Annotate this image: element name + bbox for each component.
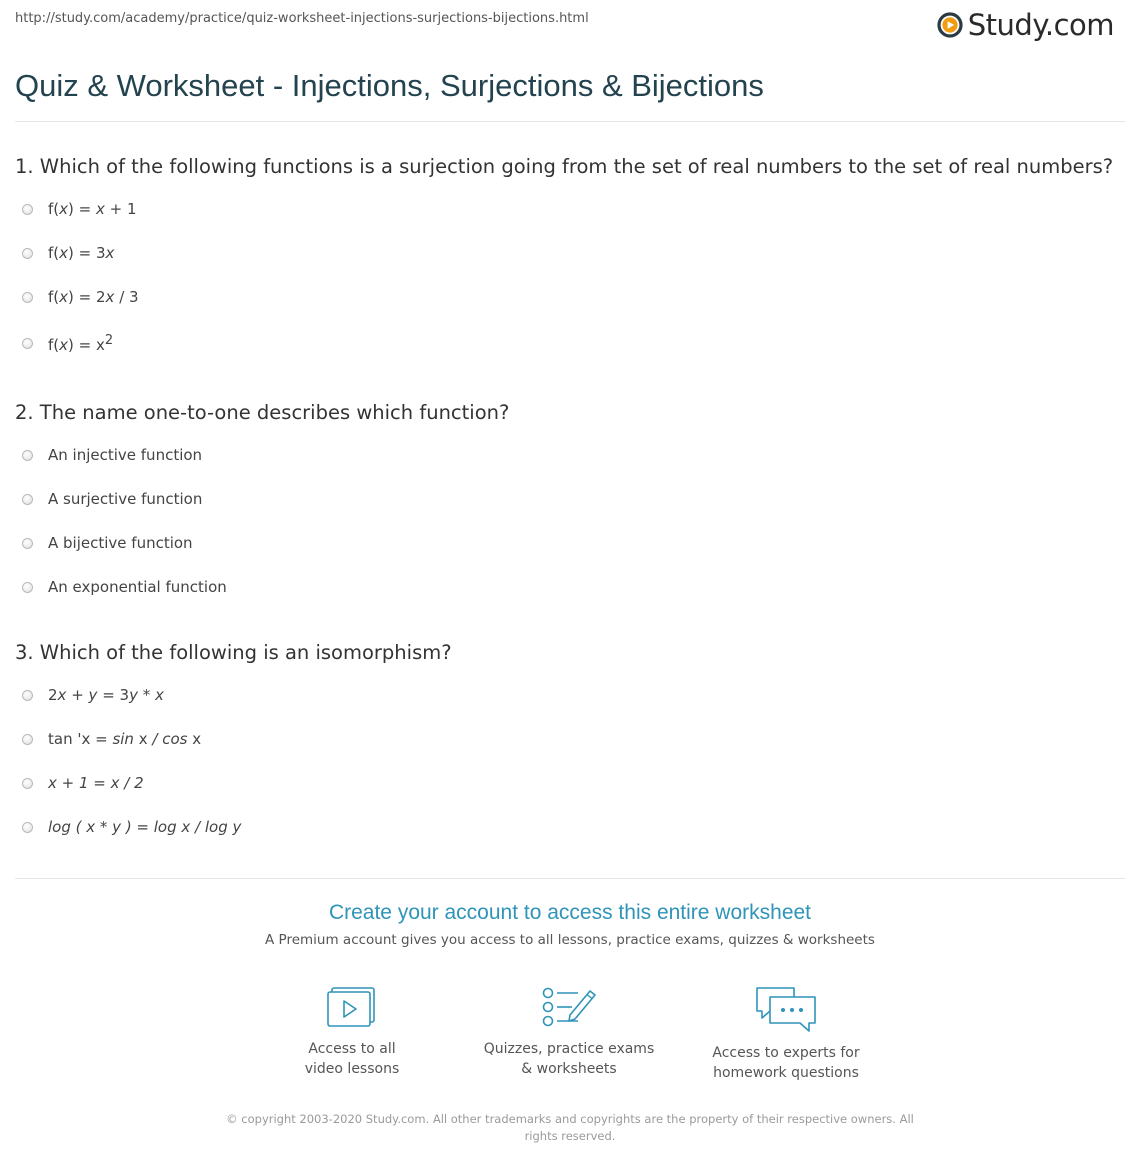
- answer-option[interactable]: [22, 578, 227, 596]
- question-3: 3. Which of the following is an isomorphism?: [15, 641, 452, 664]
- radio-button[interactable]: [22, 822, 33, 833]
- feature-label: Access to experts for: [712, 1045, 860, 1061]
- answer-label: A bijective function: [48, 534, 193, 552]
- section-divider: [15, 878, 1125, 879]
- radio-button[interactable]: [22, 778, 33, 789]
- answer-option[interactable]: [22, 200, 137, 218]
- answer-option[interactable]: [22, 818, 241, 836]
- answer-label: x + 1 = x / 2: [48, 774, 144, 792]
- answer-label: f(x) = x + 1: [48, 200, 137, 218]
- feature-label: video lessons: [304, 1061, 400, 1077]
- answer-option[interactable]: [22, 244, 114, 262]
- radio-button[interactable]: [22, 494, 33, 505]
- answer-label: An exponential function: [48, 578, 227, 596]
- answer-option[interactable]: [22, 774, 144, 792]
- answer-label: log ( x * y ) = log x / log y: [48, 818, 242, 836]
- answer-option[interactable]: [22, 490, 202, 508]
- answer-label: f(x) = 3x: [48, 244, 115, 262]
- feature-label: & worksheets: [521, 1061, 617, 1077]
- answer-label: tan 'x = sin x / cos x: [48, 730, 202, 748]
- radio-button[interactable]: [22, 338, 33, 349]
- radio-button[interactable]: [22, 582, 33, 593]
- study-logo[interactable]: [937, 8, 1114, 42]
- radio-button[interactable]: [22, 248, 33, 259]
- quiz-checklist-icon: [540, 985, 598, 1029]
- answer-label: 2x + y = 3y * x: [48, 686, 164, 704]
- play-circle-icon: [937, 12, 963, 38]
- page-url: http://study.com/academy/practice/quiz-worksheet-injections-surjections-bijections.html: [15, 11, 589, 26]
- feature-video-lessons: [252, 985, 452, 1079]
- chat-bubbles-icon: [754, 985, 818, 1033]
- radio-button[interactable]: [22, 204, 33, 215]
- create-account-link[interactable]: Create your account to access this entire worksheet: [328, 901, 812, 924]
- answer-option[interactable]: [22, 333, 113, 354]
- answer-label: f(x) = 2x / 3: [48, 288, 139, 306]
- radio-button[interactable]: [22, 538, 33, 549]
- radio-button[interactable]: [22, 450, 33, 461]
- question-2: 2. The name one-to-one describes which function?: [15, 401, 510, 424]
- feature-label: Quizzes, practice exams: [483, 1041, 655, 1057]
- answer-option[interactable]: [22, 534, 193, 552]
- logo-text: Study.com: [967, 8, 1114, 42]
- radio-button[interactable]: [22, 690, 33, 701]
- video-lesson-icon: [326, 985, 378, 1029]
- answer-label: A surjective function: [48, 490, 203, 508]
- feature-label: Access to all: [308, 1041, 396, 1057]
- answer-label: $f(x) = x^2$: [48, 333, 114, 354]
- answer-option[interactable]: [22, 730, 201, 748]
- feature-experts: [686, 985, 886, 1083]
- radio-button[interactable]: [22, 292, 33, 303]
- feature-quizzes: [469, 985, 669, 1079]
- feature-label: homework questions: [713, 1065, 859, 1081]
- radio-button[interactable]: [22, 734, 33, 745]
- answer-option[interactable]: [22, 686, 164, 704]
- question-1: 1. Which of the following functions is a surjection going from the set of real numbers to the set of real numbers?: [15, 155, 1114, 178]
- cta-subtitle: A Premium account gives you access to all lessons, practice exams, quizzes & worksheets: [265, 932, 875, 948]
- answer-option[interactable]: [22, 288, 139, 306]
- page-title: Quiz & Worksheet - Injections, Surjections & Bijections: [15, 68, 764, 103]
- copyright: © copyright 2003-2020 Study.com. All other trademarks and copyrights are the property of their respective owners. All rights reserved.: [226, 1112, 914, 1143]
- title-divider: [15, 121, 1125, 122]
- answer-option[interactable]: [22, 446, 202, 464]
- answer-label: An injective function: [48, 446, 203, 464]
